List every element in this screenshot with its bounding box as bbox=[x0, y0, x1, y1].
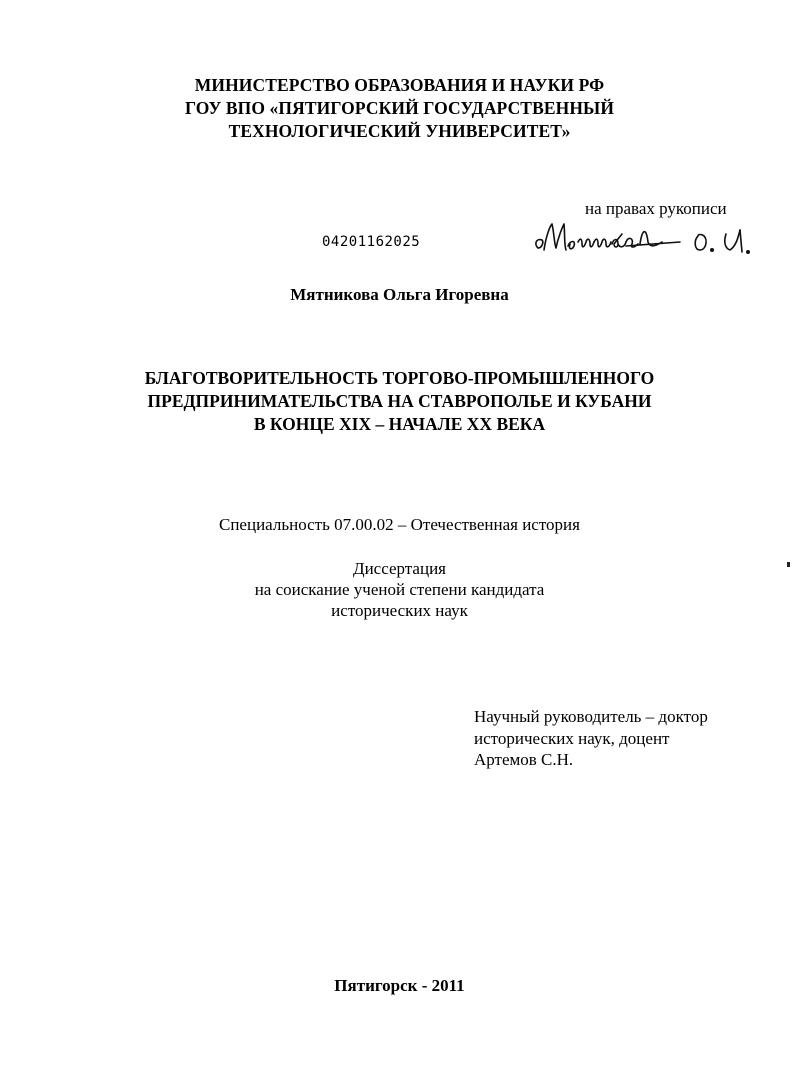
city-year: Пятигорск - 2011 bbox=[334, 976, 465, 995]
scan-speck bbox=[787, 562, 790, 567]
header-line-3: ТЕХНОЛОГИЧЕСКИЙ УНИВЕРСИТЕТ» bbox=[228, 121, 571, 141]
manuscript-rights-note: на правах рукописи bbox=[585, 199, 727, 218]
degree-line-1: Диссертация bbox=[352, 559, 446, 578]
dissertation-title bbox=[0, 367, 799, 436]
header-line-1: МИНИСТЕРСТВО ОБРАЗОВАНИЯ И НАУКИ РФ bbox=[194, 75, 605, 95]
supervisor-line-1: Научный руководитель – доктор bbox=[474, 707, 708, 726]
title-line-2: ПРЕДПРИНИМАТЕЛЬСТВА НА СТАВРОПОЛЬЕ И КУБАНИ bbox=[147, 391, 652, 411]
supervisor-line-3: Артемов С.Н. bbox=[474, 750, 574, 769]
ministry-header bbox=[0, 74, 799, 143]
header-line-2: ГОУ ВПО «ПЯТИГОРСКИЙ ГОСУДАРСТВЕННЫЙ bbox=[184, 98, 615, 118]
supervisor-block bbox=[474, 706, 708, 771]
supervisor-line-2: исторических наук, доцент bbox=[474, 728, 670, 748]
title-line-3: В КОНЦЕ XIX – НАЧАЛЕ XX ВЕКА bbox=[253, 414, 546, 434]
degree-line-2: на соискание ученой степени кандидата bbox=[254, 580, 545, 599]
specialty-line: Специальность 07.00.02 – Отечественная история bbox=[219, 515, 580, 534]
degree-statement bbox=[0, 558, 799, 621]
author-name: Мятникова Ольга Игоревна bbox=[290, 285, 509, 304]
handwritten-signature bbox=[530, 212, 770, 262]
title-line-1: БЛАГОТВОРИТЕЛЬНОСТЬ ТОРГОВО-ПРОМЫШЛЕННОГО bbox=[144, 368, 655, 388]
registration-code: 04201162025 bbox=[322, 234, 421, 250]
degree-line-3: исторических наук bbox=[331, 601, 468, 620]
